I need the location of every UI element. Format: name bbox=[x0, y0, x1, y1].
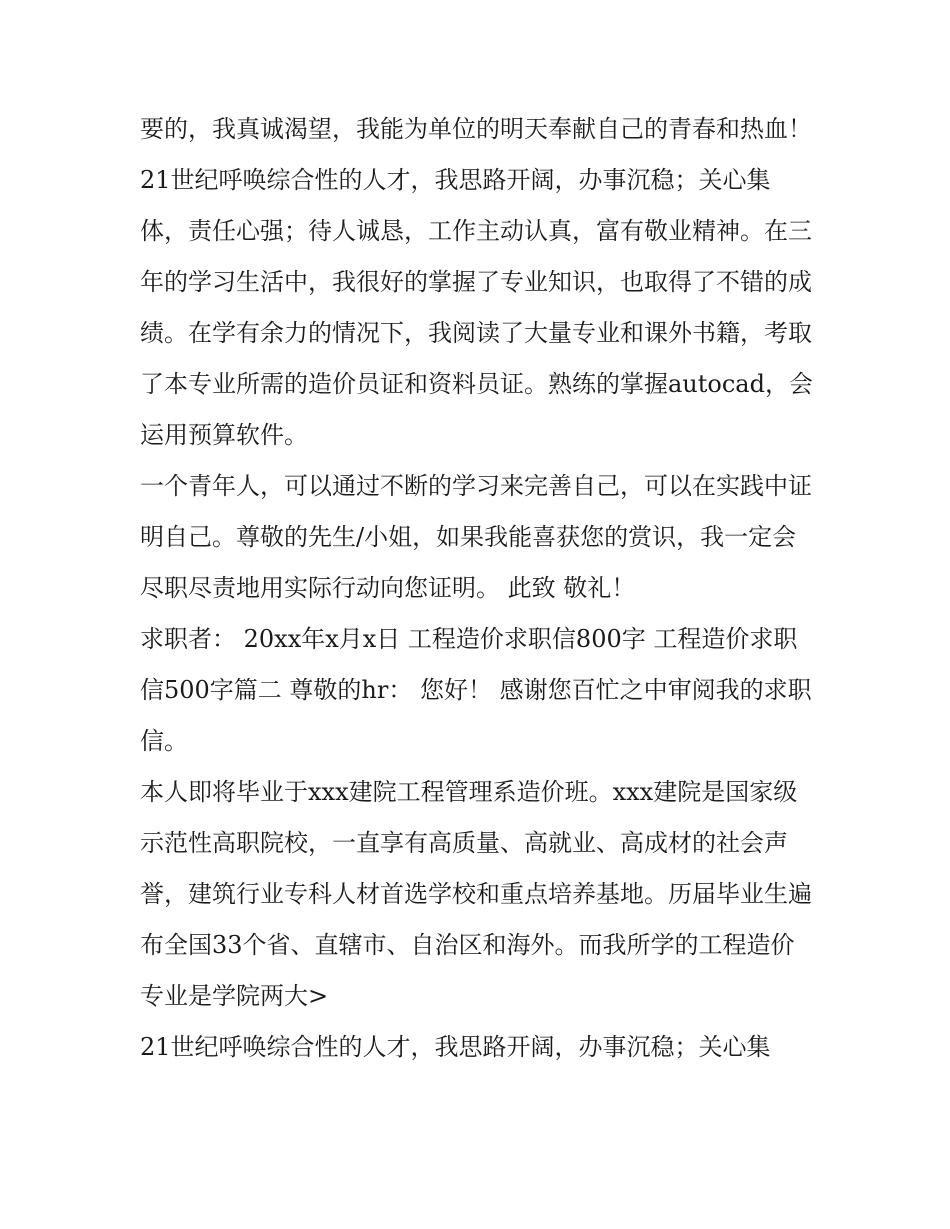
paragraph-signature-header: 求职者： 20xx年x月x日 工程造价求职信800字 工程造价求职信500字篇二 尊敬的hr： 您好！ 感谢您百忙之中审阅我的求职信。 bbox=[140, 625, 812, 755]
paragraph-repeat-start: 21世纪呼唤综合性的人才，我思路开阔，办事沉稳；关心集 bbox=[140, 1033, 771, 1061]
document-body bbox=[140, 104, 815, 1073]
paragraph-school-intro: 本人即将毕业于xxx建院工程管理系造价班。xxx建院是国家级示范性高职院校，一直享有高质量、高就业、高成材的社会声誉，建筑行业专科人材首选学校和重点培养基地。历届毕业生遍布全国33个省、直辖市、自治区和海外。而我所学的工程造价专业是学院两大> bbox=[140, 778, 812, 1010]
paragraph-self-improvement: 一个青年人，可以通过不断的学习来完善自己，可以在实践中证明自己。尊敬的先生/小姐，如果我能喜获您的赏识，我一定会尽职尽责地用实际行动向您证明。 此致 敬礼！ bbox=[140, 472, 812, 602]
paragraph-closing-wish: 要的，我真诚渴望，我能为单位的明天奉献自己的青春和热血！ bbox=[140, 115, 812, 143]
paragraph-skills: 21世纪呼唤综合性的人才，我思路开阔，办事沉稳；关心集体，责任心强；待人诚恳，工作主动认真，富有敬业精神。在三年的学习生活中，我很好的掌握了专业知识，也取得了不错的成绩。在学有余力的情况下，我阅读了大量专业和课外书籍，考取了本专业所需的造价员证和资料员证。熟练的掌握autocad，会运用预算软件。 bbox=[140, 166, 813, 449]
